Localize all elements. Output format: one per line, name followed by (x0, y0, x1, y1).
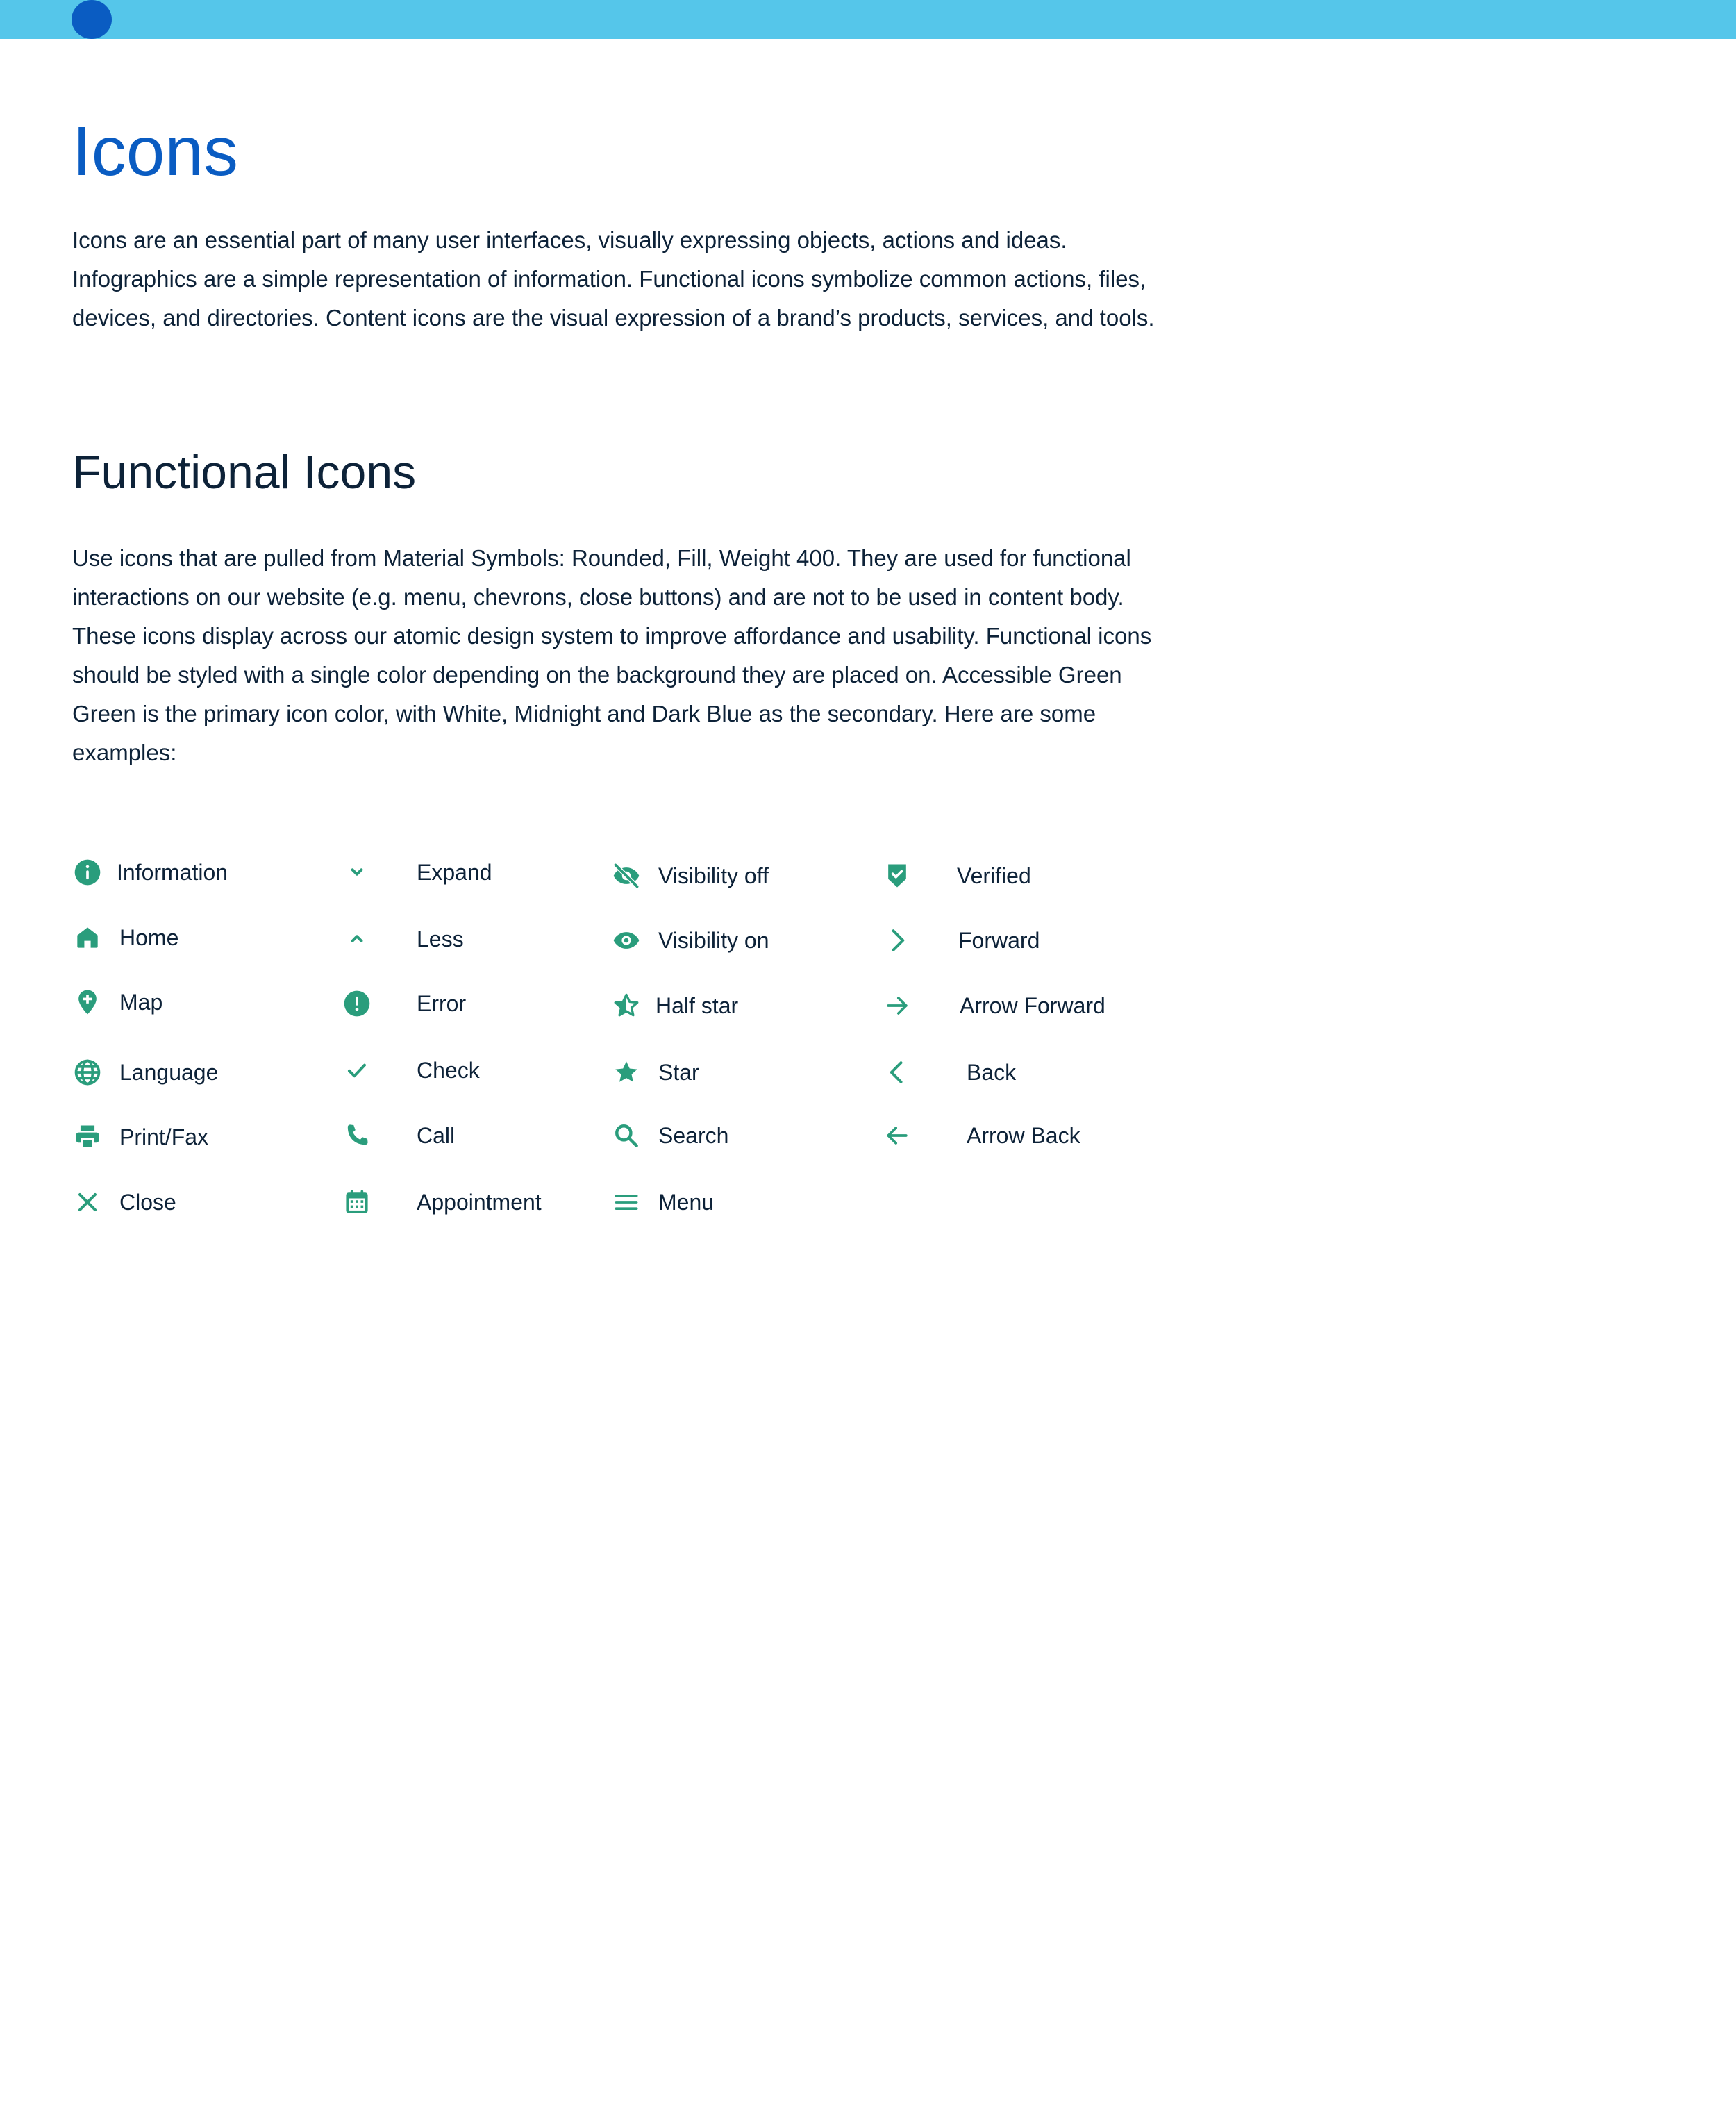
icon-label: Appointment (417, 1190, 542, 1215)
half-star-icon (611, 990, 642, 1021)
error-icon (342, 988, 372, 1019)
phone-icon (342, 1120, 372, 1151)
icon-label: Call (417, 1123, 456, 1148)
home-icon (72, 922, 103, 953)
icon-label: Menu (658, 1190, 715, 1215)
icon-label: Language (119, 1060, 219, 1085)
icon-label: Print/Fax (119, 1124, 209, 1149)
icon-label: Star (658, 1060, 699, 1085)
icon-label: Close (119, 1190, 176, 1215)
icon-label: Back (967, 1060, 1017, 1085)
icon-label: Half star (656, 993, 739, 1018)
print-icon (72, 1122, 103, 1152)
icon-label: Search (658, 1123, 729, 1148)
chevron-up-icon (342, 924, 372, 954)
intro-paragraph: Icons are an essential part of many user interfaces, visually expressing objects, actions and ideas. Infographics are a simple representation of information. Functional icons symbolize common actions, files, devices, and directories. Content icons are the visual expression of a brand’s products, services, and tools. (72, 227, 1155, 331)
section-description: Use icons that are pulled from Material Symbols: Rounded, Fill, Weight 400. They are used for functional interactions on our website (e.g. menu, chevrons, close buttons) and are not to be used in content body. These icons display across our atomic design system to improve affordance and usability. Functional icons should be styled with a single color depending on the background they are placed on. Accessible Green Green is the primary icon color, with White, Midnight and Dark Blue as the secondary. Here are some examples: (72, 545, 1152, 765)
icon-label: Arrow Forward (960, 993, 1105, 1018)
star-icon (611, 1057, 642, 1088)
globe-icon (72, 1057, 103, 1088)
section-title: Functional Icons (72, 446, 417, 499)
info-icon (72, 857, 103, 888)
icon-label: Visibility off (658, 863, 769, 888)
menu-icon (611, 1187, 642, 1217)
chevron-left-icon (882, 1057, 912, 1088)
icon-label: Home (119, 925, 179, 950)
icon-label: Error (417, 991, 467, 1016)
map-pin-icon (72, 987, 103, 1017)
chevron-right-icon (882, 925, 912, 956)
icon-label: Visibility on (658, 928, 769, 953)
icon-label: Verified (957, 863, 1031, 888)
icon-label: Check (417, 1058, 480, 1083)
icon-label: Arrow Back (967, 1123, 1080, 1148)
icon-label: Expand (417, 860, 492, 885)
icon-label: Information (117, 860, 228, 885)
close-icon (72, 1187, 103, 1217)
visibility-off-icon (611, 861, 642, 891)
icon-label: Forward (958, 928, 1040, 953)
chevron-down-icon (342, 857, 372, 888)
icon-label: Less (417, 926, 464, 951)
arrow-back-icon (882, 1120, 912, 1151)
icon-label: Map (119, 990, 163, 1015)
verified-shield-icon (882, 861, 912, 891)
visibility-on-icon (611, 925, 642, 956)
arrow-forward-icon (882, 990, 912, 1021)
calendar-icon (342, 1187, 372, 1217)
search-icon (611, 1120, 642, 1151)
page-title: Icons (72, 113, 239, 190)
check-icon (342, 1055, 372, 1086)
